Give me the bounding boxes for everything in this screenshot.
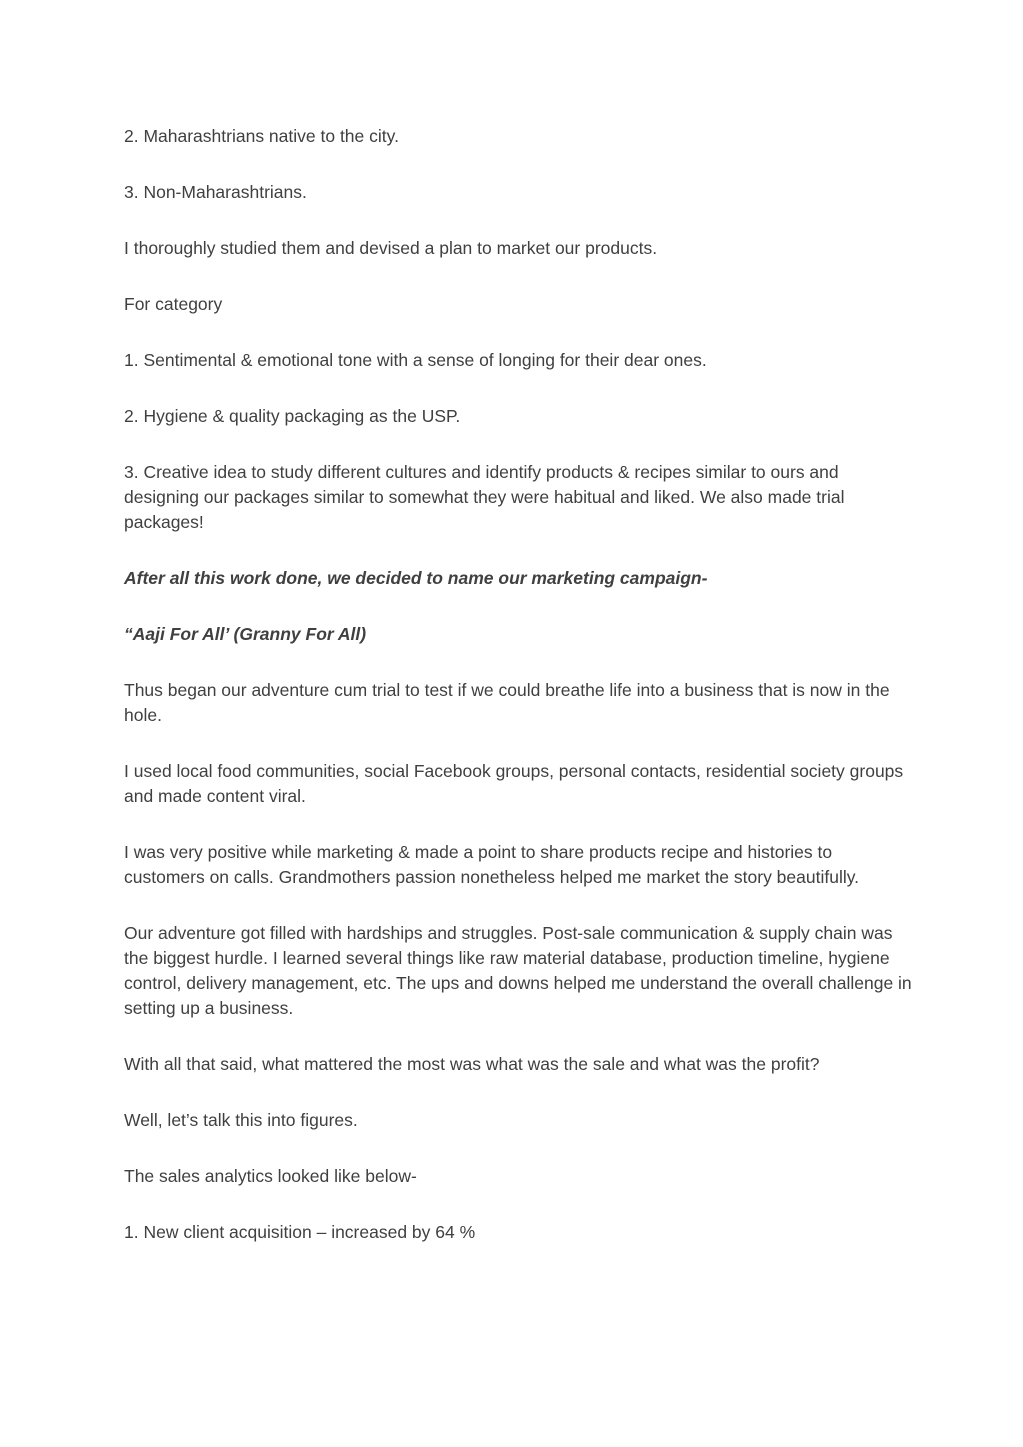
campaign-intro: After all this work done, we decided to name our marketing campaign- (124, 568, 708, 588)
list-item-non-maharashtrians: 3. Non-Maharashtrians. (124, 182, 307, 202)
paragraph-for-category: For category (124, 294, 223, 314)
list-item-maharashtrians-native: 2. Maharashtrians native to the city. (124, 126, 399, 146)
paragraph-sales-analytics: The sales analytics looked like below- (124, 1166, 417, 1186)
paragraph-sale-profit: With all that said, what mattered the most was what was the sale and what was the profit? (124, 1054, 820, 1074)
list-item-hygiene: 2. Hygiene & quality packaging as the USP. (124, 406, 461, 426)
paragraph-adventure: Thus began our adventure cum trial to test if we could breathe life into a business that is now in the hole. (124, 680, 890, 725)
paragraph-positive-marketing: I was very positive while marketing & made a point to share products recipe and histories to customers on calls. Grandmothers passion nonetheless helped me market the story beautifully. (124, 842, 860, 887)
list-item-creative-idea: 3. Creative idea to study different cultures and identify products & recipes similar to ours and designing our packages similar to somewhat they were habitual and liked. We also made trial packages! (124, 462, 845, 532)
document-body (124, 124, 914, 1276)
paragraph-communities: I used local food communities, social Facebook groups, personal contacts, residential society groups and made content viral. (124, 761, 904, 806)
paragraph-hardships: Our adventure got filled with hardships and struggles. Post-sale communication & supply chain was the biggest hurdle. I learned several things like raw material database, production timeline, hygiene control, delivery management, etc. The ups and downs helped me understand the overall challenge in setting up a business. (124, 923, 912, 1018)
campaign-name: “Aaji For All’ (Granny For All) (124, 624, 367, 644)
paragraph-studied: I thoroughly studied them and devised a plan to market our products. (124, 238, 658, 258)
list-item-sentimental: 1. Sentimental & emotional tone with a sense of longing for their dear ones. (124, 350, 707, 370)
list-item-client-acquisition: 1. New client acquisition – increased by 64 % (124, 1222, 476, 1242)
paragraph-figures: Well, let’s talk this into figures. (124, 1110, 358, 1130)
